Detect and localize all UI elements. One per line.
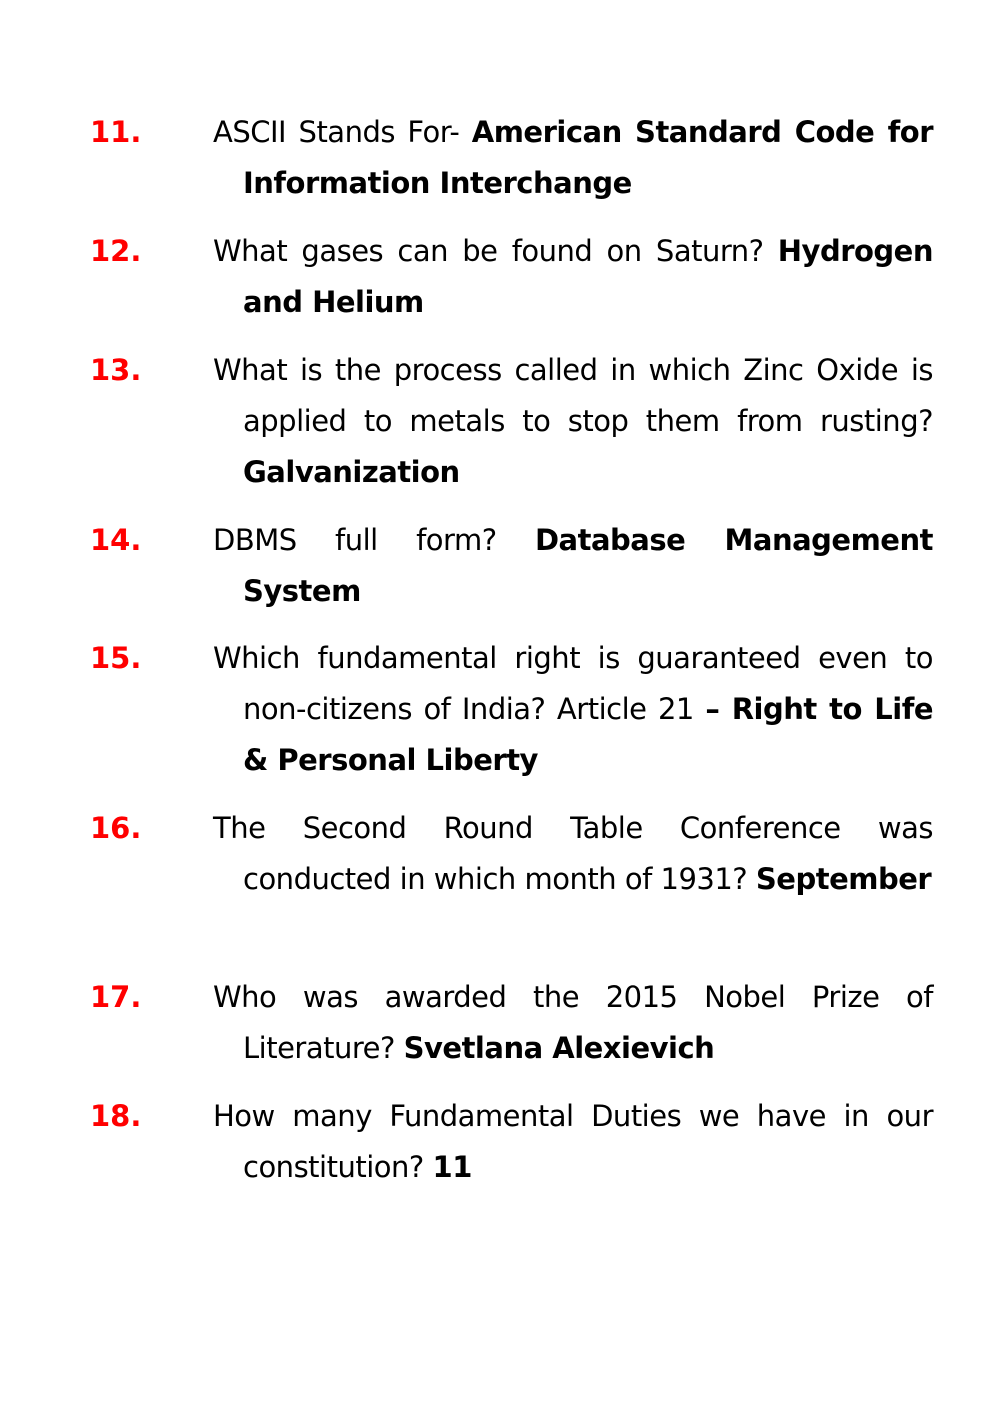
question-text: How many Fundamental Duties we have in our constitution?	[213, 1099, 933, 1184]
item-text	[213, 515, 933, 617]
item-number: 15.	[90, 641, 142, 675]
answer-text: American Standard Code for Information Interchange	[243, 115, 934, 200]
item-number: 16.	[90, 811, 142, 845]
question-text: What gases can be found on Saturn?	[213, 234, 778, 268]
question-text: Which fundamental right is guaranteed even to non-citizens of India? Article 21	[213, 641, 933, 726]
item-number: 12.	[90, 234, 142, 268]
item-text	[213, 345, 933, 498]
question-text: DBMS full form?	[213, 523, 535, 557]
item-number: 11.	[90, 115, 142, 149]
question-text: What is the process called in which Zinc Oxide is applied to metals to stop them from rusting?	[213, 353, 933, 438]
question-text: Who was awarded the 2015 Nobel Prize of Literature?	[213, 980, 933, 1065]
item-text	[213, 1091, 933, 1193]
question-text: ASCII Stands For-	[213, 115, 472, 149]
answer-text: – Right to Life & Personal Liberty	[243, 692, 933, 777]
answer-text: Galvanization	[243, 455, 460, 489]
item-text	[213, 803, 933, 905]
question-text: The Second Round Table Conference was conducted in which month of 1931?	[213, 811, 933, 896]
item-text	[213, 107, 934, 209]
item-number: 13.	[90, 353, 142, 387]
item-number: 18.	[90, 1099, 142, 1133]
answer-text: Hydrogen and Helium	[243, 234, 933, 319]
item-text	[213, 972, 933, 1074]
item-text	[213, 226, 933, 328]
answer-text: 11	[432, 1150, 472, 1184]
item-number: 17.	[90, 980, 142, 1014]
item-text	[213, 633, 933, 786]
answer-text: Database Management System	[243, 523, 933, 608]
item-number: 14.	[90, 523, 142, 557]
answer-text: Svetlana Alexievich	[403, 1031, 715, 1065]
answer-text: September	[755, 862, 932, 896]
